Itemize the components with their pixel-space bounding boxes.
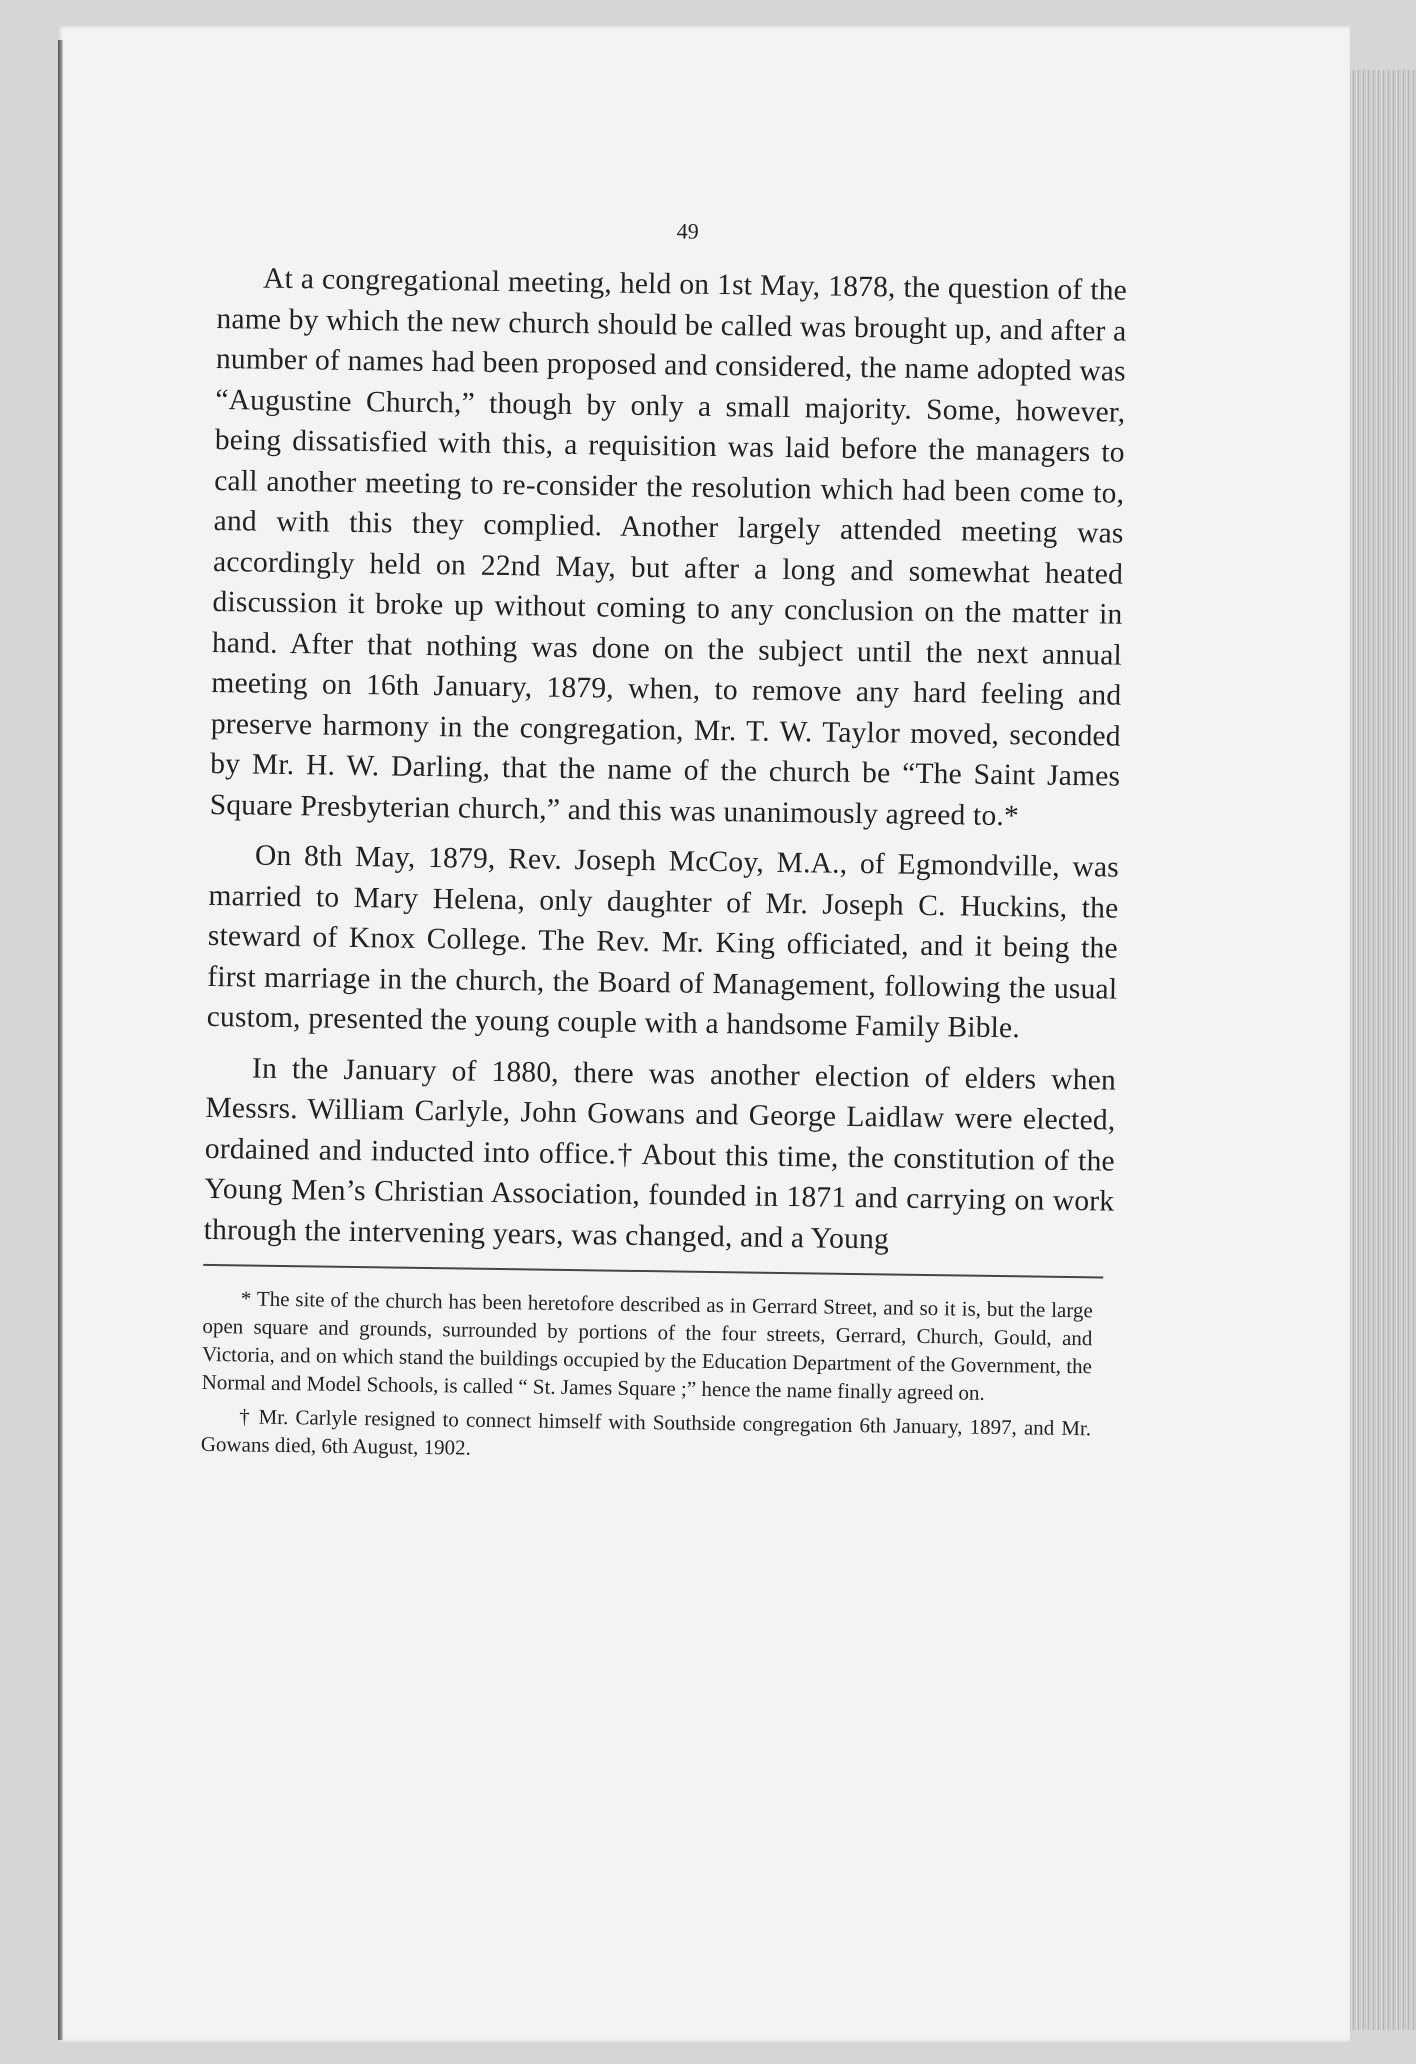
paragraph-marriage: On 8th May, 1879, Rev. Joseph McCoy, M.A., of Egmondville, was married to Mary Helena, only daughter of Mr. Joseph C. Huckins, the steward of Knox College. The Rev. Mr. King officiated, and it being the first marriage in the church, the Board of Management, following the usual custom, presented the young couple with a handsome Family Bible. <box>206 839 1120 1045</box>
page-number: 49 <box>676 218 699 244</box>
paragraph-elders: In the January of 1880, there was another election of elders when Messrs. William Carlyle, John Gowans and George Laidlaw were elected, ordained and inducted into office.† About this time, the constitution of the Young Men’s Christian Association, founded in 1871 and carrying on work through the intervening years, was changed, and a Young <box>203 1052 1117 1255</box>
page-edges <box>1350 70 1416 2030</box>
page-text <box>201 212 1128 1477</box>
footnote-carlyle: † Mr. Carlyle resigned to connect himself with Southside congregation 6th January, 1897, and Mr. Gowans died, 6th August, 1902. <box>200 1404 1092 1460</box>
footnote-site: * The site of the church has been heretofore described as in Gerrard Street, and so it is, but the large open square and grounds, surrounded by portions of the four streets, Gerrard, Church, Gould, and Victoria, and on which stand the buildings occupied by the Education Department of the Government, the Normal and Model Schools, is called “ St. James Square ;” hence the name finally agreed on. <box>201 1286 1093 1405</box>
footnote-divider <box>203 1264 1103 1279</box>
book-gutter <box>58 40 63 2040</box>
paragraph-church-name: At a congregational meeting, held on 1st May, 1878, the question of the name by which the new church should be called was brought up, and after a number of names had been proposed and considered, the name adopted was “Augustine Church,” though by only a small majority. Some, however, being dissatisfied with this, a requisition was laid before the managers to call another meeting to re-consider the resolution which had been come to, and with this they complied. Another largely attended meeting was accordingly held on 22nd May, but after a long and somewhat heated discussion it broke up without coming to any conclusion on the matter in hand. After that nothing was done on the subject until the next annual meeting on 16th January, 1879, when, to remove any hard feeling and preserve harmony in the congregation, Mr. T. W. Taylor moved, seconded by Mr. H. W. Darling, that the name of the church be “The Saint James Square Presbyterian church,” and this was unanimously agreed to.* <box>209 262 1128 832</box>
